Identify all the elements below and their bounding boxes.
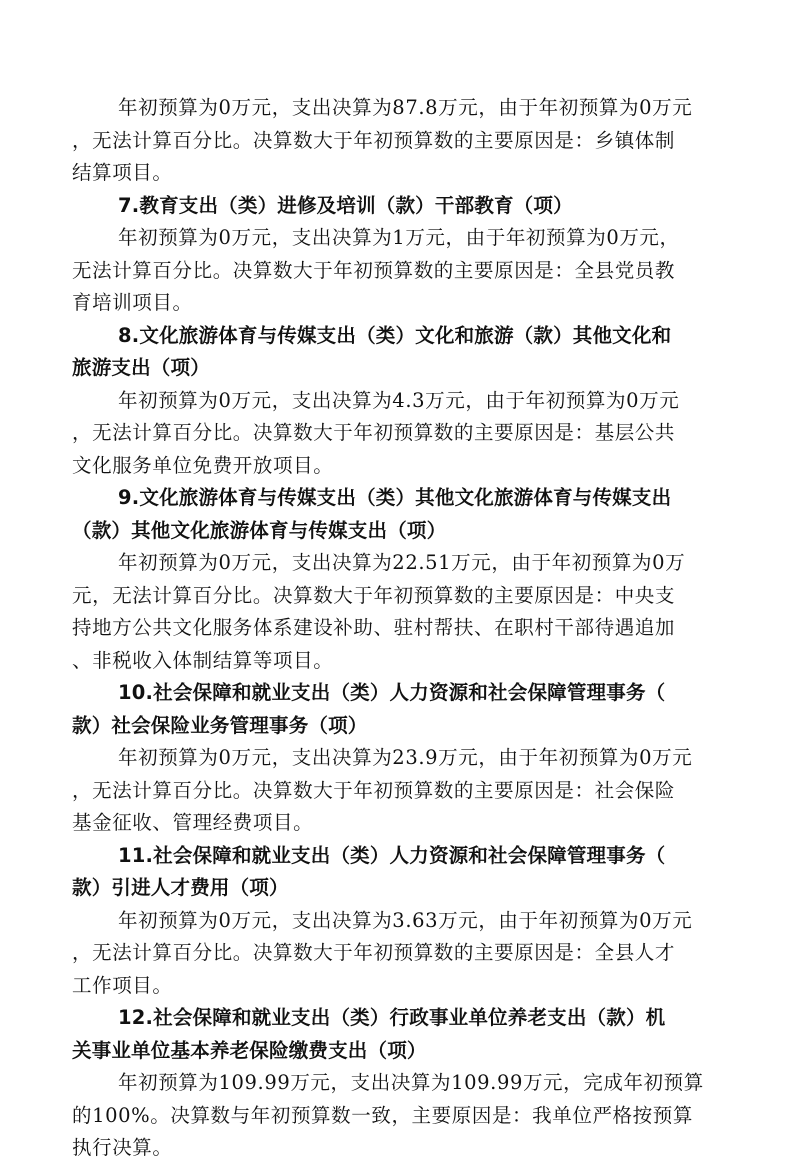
paragraph-line: 文化服务单位免费开放项目。 xyxy=(72,453,334,477)
section-heading-line: 11.社会保障和就业支出（类）人力资源和社会保障管理事务（ xyxy=(118,843,666,867)
paragraph-line: 结算项目。 xyxy=(72,161,173,184)
paragraph-line: 年初预算为0万元，支出决算为23.9万元，由于年初预算为0万元 xyxy=(118,746,693,769)
section-heading-line: 12.社会保障和就业支出（类）行政事业单位养老支出（款）机 xyxy=(118,1006,666,1029)
paragraph-line: 年初预算为0万元，支出决算为3.63万元，由于年初预算为0万元 xyxy=(118,908,693,932)
paragraph-line: 执行决算。 xyxy=(72,1136,173,1159)
paragraph-line: 工作项目。 xyxy=(72,973,173,997)
paragraph-line: 育培训项目。 xyxy=(72,291,193,314)
paragraph-line: ，无法计算百分比。决算数大于年初预算数的主要原因是：基层公共 xyxy=(72,421,676,444)
section-heading-line: 款）引进人才费用（项） xyxy=(72,876,289,899)
paragraph-line: ，无法计算百分比。决算数大于年初预算数的主要原因是：全县人才 xyxy=(72,941,676,964)
paragraph-line: 持地方公共文化服务体系建设补助、驻村帮扶、在职村干部待遇追加 xyxy=(72,616,676,639)
section-heading-line: 9.文化旅游体育与传媒支出（类）其他文化旅游体育与传媒支出 xyxy=(118,486,672,509)
paragraph-line: ，无法计算百分比。决算数大于年初预算数的主要原因是：社会保险 xyxy=(72,778,676,802)
section-heading-line: 款）社会保险业务管理事务（项） xyxy=(72,713,368,737)
paragraph-line: 年初预算为0万元，支出决算为4.3万元，由于年初预算为0万元 xyxy=(118,388,680,412)
document-page xyxy=(72,92,718,1165)
paragraph-line: 、非税收入体制结算等项目。 xyxy=(72,648,334,672)
section-heading-line: 关事业单位基本养老保险缴费支出（项） xyxy=(72,1038,427,1062)
section-heading-line: 7.教育支出（类）进修及培训（款）干部教育（项） xyxy=(118,193,573,217)
paragraph-line: 的100%。决算数与年初预算数一致，主要原因是：我单位严格按预算 xyxy=(72,1103,693,1127)
paragraph-line: 年初预算为0万元，支出决算为87.8万元，由于年初预算为0万元 xyxy=(118,96,693,119)
paragraph-line: 年初预算为0万元，支出决算为1万元，由于年初预算为0万元， xyxy=(118,226,680,249)
section-heading-line: 旅游支出（项） xyxy=(72,356,210,379)
section-heading-line: （款）其他文化旅游体育与传媒支出（项） xyxy=(72,518,447,542)
paragraph-line: 基金征收、管理经费项目。 xyxy=(72,811,314,834)
paragraph-line: 年初预算为109.99万元，支出决算为109.99万元，完成年初预算 xyxy=(118,1071,704,1094)
section-heading-line: 10.社会保障和就业支出（类）人力资源和社会保障管理事务（ xyxy=(118,681,666,704)
section-heading-line: 8.文化旅游体育与传媒支出（类）文化和旅游（款）其他文化和 xyxy=(118,323,672,347)
paragraph-line: 年初预算为0万元，支出决算为22.51万元，由于年初预算为0万 xyxy=(118,551,686,574)
paragraph-line: ，无法计算百分比。决算数大于年初预算数的主要原因是：乡镇体制 xyxy=(72,128,676,152)
paragraph-line: 元，无法计算百分比。决算数大于年初预算数的主要原因是：中央支 xyxy=(72,583,676,607)
paragraph-line: 无法计算百分比。决算数大于年初预算数的主要原因是：全县党员教 xyxy=(72,258,676,282)
